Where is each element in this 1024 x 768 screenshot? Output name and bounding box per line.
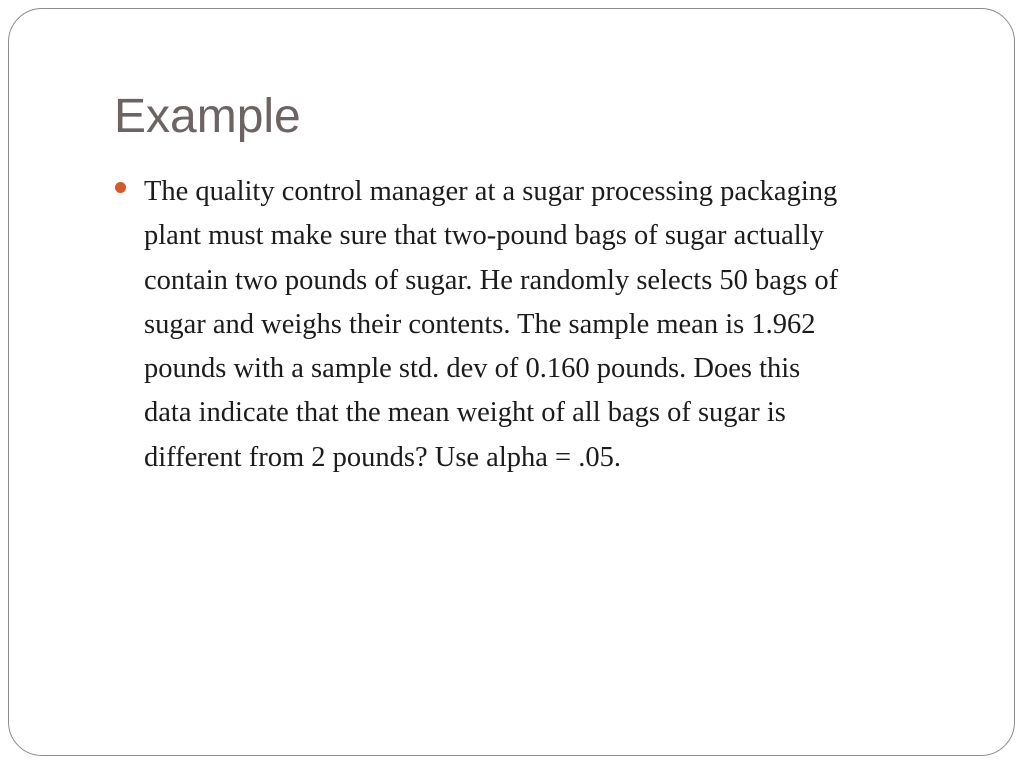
slide-title: Example (114, 90, 301, 143)
bullet-list (114, 170, 974, 480)
bullet-dot-icon (115, 182, 126, 193)
bullet-text: The quality control manager at a sugar processing packaging plant must make sure that two-pound bags of sugar actually contain two pounds of sugar. He randomly selects 50 bags of sugar and weighs their contents. The sample mean is 1.962 pounds with a sample std. dev of 0.160 pounds. Does this data indicate that the mean weight of all bags of sugar is different from 2 pounds? Use alpha = .05. (144, 176, 839, 473)
bullet-item (114, 170, 974, 480)
